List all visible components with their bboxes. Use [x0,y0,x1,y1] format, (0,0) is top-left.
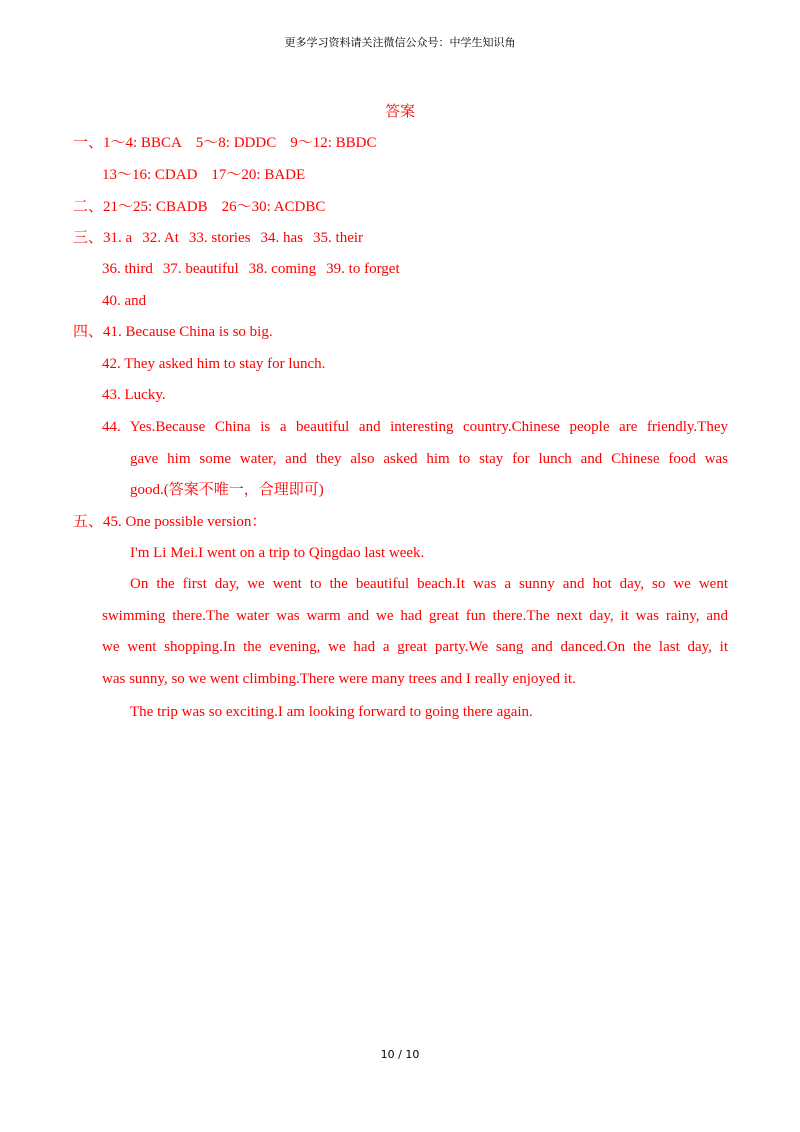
section-1-line-1 [73,133,376,153]
answer-group: 13～16: CDAD [102,167,198,183]
essay-paragraph-3: The trip was so exciting.I am looking forward to going there again. [130,704,533,720]
section-2-line-1 [73,197,325,217]
answer-44-line-1: 44. Yes.Because China is a beautiful and interesting country.Chinese people are friendly.They [102,419,728,435]
answer-item: 32. At [142,230,179,246]
essay-paragraph-2-line-3: we went shopping.In the evening, we had a great party.We sang and danced.On the last day, it [102,639,728,655]
section-3-line-1 [73,228,363,248]
answer-item: 33. stories [188,230,251,246]
answer-item: 31. a [103,230,133,246]
answer-item: 36. third [102,261,153,277]
essay-paragraph-2-line-2: swimming there.The water was warm and we had great fun there.The next day, it was rainy, and [102,608,728,624]
section-5-line-1 [73,512,266,532]
section-3-line-2 [102,259,400,279]
answer-item: 35. their [313,230,364,246]
section-4-line-1 [73,322,273,342]
answer-item: 38. coming [248,261,317,277]
section-3-label: 三、 [73,230,104,246]
answer-item: 34. has [260,230,304,246]
answer-group: 9～12: BBDC [290,135,377,151]
essay-paragraph-1: I'm Li Mei.I went on a trip to Qingdao last week. [130,545,425,561]
answer-44-line-3: good.(答案不唯一，合理即可) [130,482,324,498]
page-header: 更多学习资料请关注微信公众号：中学生知识角 [284,36,516,49]
answer-group: 17～20: BADE [211,167,306,183]
page-number: 10 / 10 [380,1048,420,1061]
answer-group: 26～30: ACDBC [221,199,326,215]
answer-group: 1～4: BBCA [103,135,182,151]
section-1-line-2 [102,165,305,185]
section-5-label: 五、 [73,514,104,530]
answer-41: 41. Because China is so big. [103,324,273,340]
section-2-label: 二、 [73,199,104,215]
essay-paragraph-2-line-1: On the first day, we went to the beautiful beach.It was a sunny and hot day, so we went [130,576,728,592]
writing-intro: 45. One possible version： [103,514,267,530]
section-3-line-3: 40. and [102,293,147,309]
answer-item: 39. to forget [326,261,400,277]
answer-44-line-2: gave him some water, and they also asked him to stay for lunch and Chinese food was [130,451,728,467]
answer-group: 5～8: DDDC [195,135,277,151]
answers-title: 答案 [384,104,415,120]
answer-group: 21～25: CBADB [103,199,208,215]
answer-item: 37. beautiful [162,261,239,277]
section-4-label: 四、 [73,324,104,340]
answer-42: 42. They asked him to stay for lunch. [102,356,326,372]
essay-paragraph-2-line-4: was sunny, so we went climbing.There were many trees and I really enjoyed it. [102,671,576,687]
answer-43: 43. Lucky. [102,387,166,403]
section-1-label: 一、 [73,135,104,151]
